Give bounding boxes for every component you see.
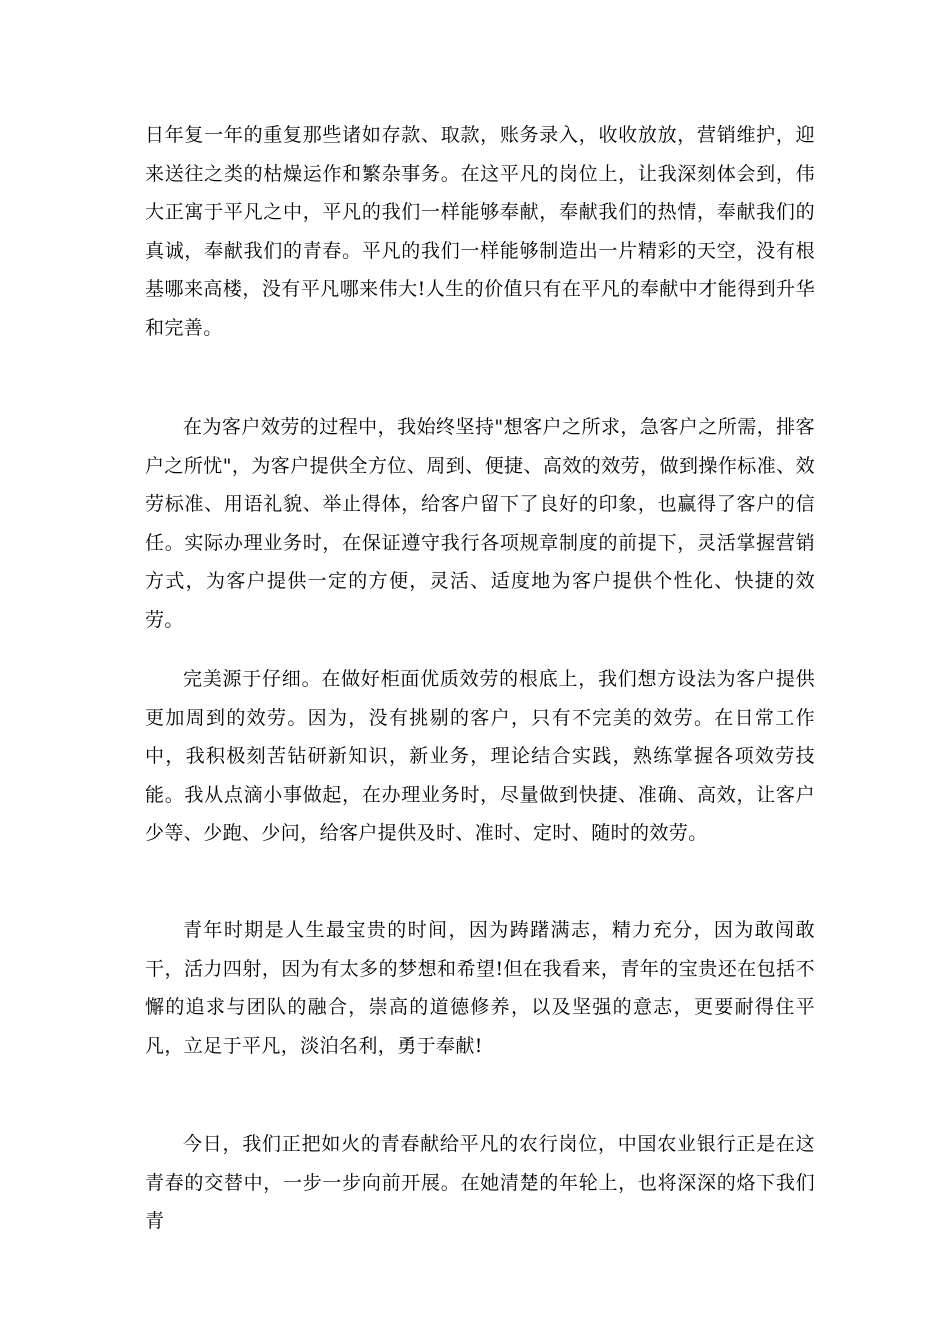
- paragraph-1: 日年复一年的重复那些诸如存款、取款，账务录入，收收放放，营销维护，迎来送往之类的枯燥运作和繁杂事务。在这平凡的岗位上，让我深刻体会到，伟大正寓于平凡之中，平凡的我们一样能够奉献，奉献我们的热情，奉献我们的真诚，奉献我们的青春。平凡的我们一样能够制造出一片精彩的天空，没有根基哪来高楼，没有平凡哪来伟大!人生的价值只有在平凡的奉献中才能得到升华和完善。: [145, 124, 815, 339]
- paragraph-2: 在为客户效劳的过程中，我始终坚持"想客户之所求，急客户之所需，排客户之所忧"，为客户提供全方位、周到、便捷、高效的效劳，做到操作标准、效劳标准、用语礼貌、举止得体，给客户留下了良好的印象，也赢得了客户的信任。实际办理业务时，在保证遵守我行各项规章制度的前提下，灵活掌握营销方式，为客户提供一定的方便，灵活、适度地为客户提供个性化、快捷的效劳。: [145, 416, 815, 631]
- paragraph-4: 青年时期是人生最宝贵的时间，因为踌躇满志，精力充分，因为敢闯敢干，活力四射，因为有太多的梦想和希望!但在我看来，青年的宝贵还在包括不懈的追求与团队的融合，崇高的道德修养，以及坚强的意志，更要耐得住平凡，立足于平凡，淡泊名利，勇于奉献!: [145, 919, 815, 1057]
- paragraph-3: 完美源于仔细。在做好柜面优质效劳的根底上，我们想方设法为客户提供更加周到的效劳。因为，没有挑剔的客户，只有不完美的效劳。在日常工作中，我积极刻苦钻研新知识，新业务，理论结合实践，熟练掌握各项效劳技能。我从点滴小事做起，在办理业务时，尽量做到快捷、准确、高效，让客户少等、少跑、少问，给客户提供及时、准时、定时、随时的效劳。: [145, 668, 815, 844]
- paragraph-5: 今日，我们正把如火的青春献给平凡的农行岗位，中国农业银行正是在这青春的交替中，一步一步向前开展。在她清楚的年轮上，也将深深的烙下我们青: [145, 1133, 815, 1232]
